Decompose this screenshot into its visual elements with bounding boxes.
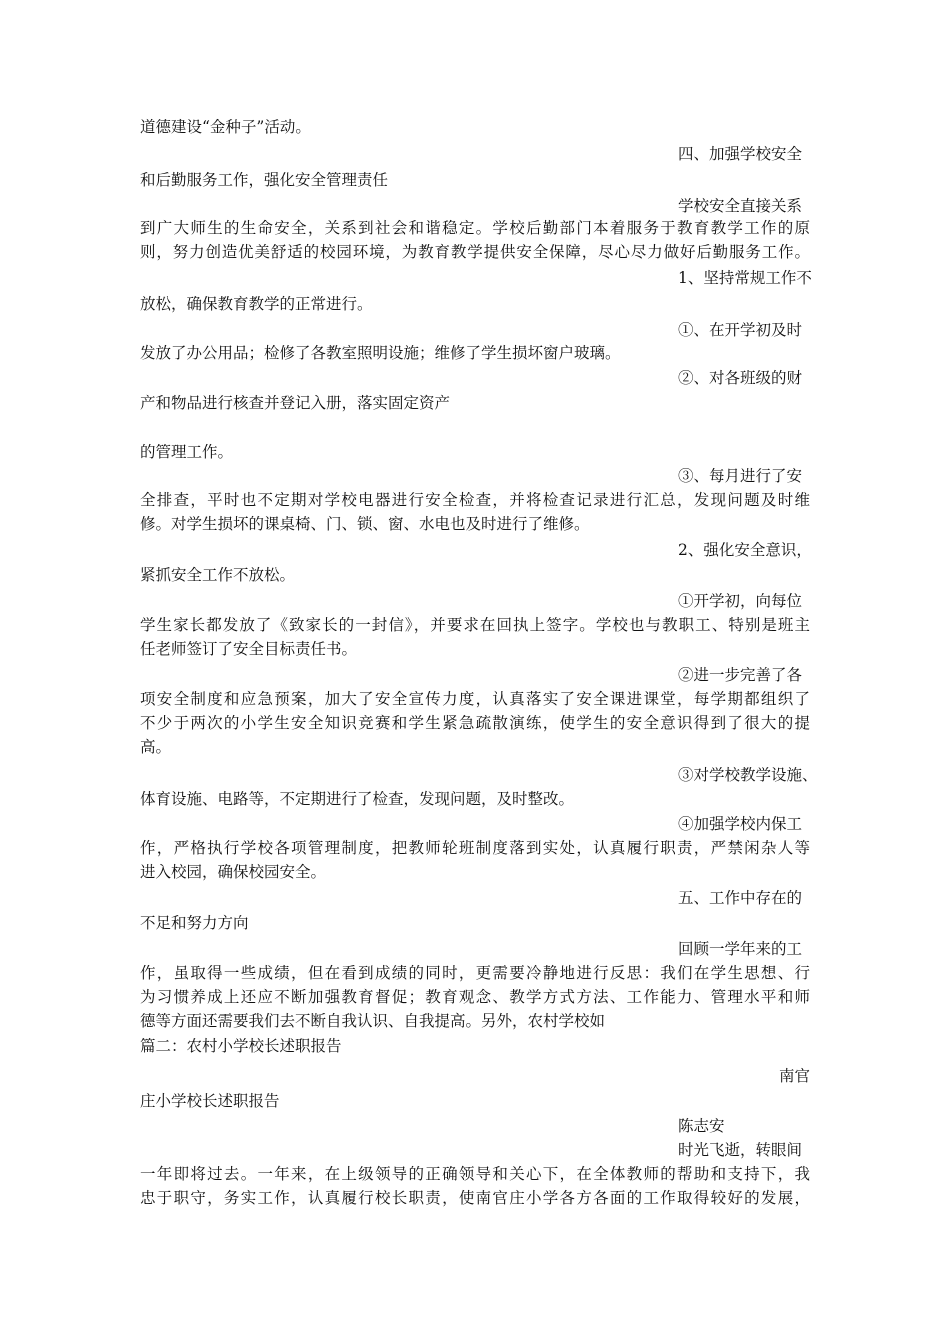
section-heading: 五、工作中存在的 — [678, 889, 803, 907]
text-line: 产和物品进行核查并登记入册，落实固定资产 — [140, 394, 451, 412]
text-line: 回顾一学年来的工 — [678, 940, 803, 958]
author-name: 陈志安 — [678, 1117, 725, 1135]
text-line: 学校安全直接关系 — [678, 197, 803, 215]
text-line: 修。对学生损坏的课桌椅、门、锁、窗、水电也及时进行了维修。 — [140, 515, 590, 533]
text-line: 不少于两次的小学生安全知识竞赛和学生紧急疏散演练，使学生的安全意识得到了很大的提 — [140, 714, 810, 732]
list-item: ②、对各班级的财 — [678, 369, 803, 387]
text-line: 作，虽取得一些成绩，但在看到成绩的同时，更需要冷静地进行反思：我们在学生思想、行 — [140, 964, 810, 982]
list-heading: 2、强化安全意识， — [678, 541, 812, 559]
list-item: ①开学初，向每位 — [678, 592, 803, 610]
list-heading: 1、坚持常规工作不 — [678, 269, 812, 287]
list-item: ④加强学校内保工 — [678, 815, 803, 833]
text-line: 体育设施、电路等，不定期进行了检查，发现问题，及时整改。 — [140, 790, 575, 808]
list-item: ①、在开学初及时 — [678, 321, 803, 339]
text-line: 紧抓安全工作不放松。 — [140, 566, 296, 584]
text-line: 的管理工作。 — [140, 443, 234, 461]
text-line: 任老师签订了安全目标责任书。 — [140, 640, 358, 658]
list-item: ②进一步完善了各 — [678, 666, 803, 684]
text-line: 德等方面还需要我们去不断自我认识、自我提高。另外，农村学校如 — [140, 1012, 606, 1030]
text-line: 时光飞逝，转眼间 — [678, 1141, 803, 1159]
section-heading: 四、加强学校安全 — [678, 145, 803, 163]
text-line: 道德建设“金种子”活动。 — [140, 118, 311, 136]
text-line: 则，努力创造优美舒适的校园环境，为教育教学提供安全保障，尽心尽力做好后勤服务工作。 — [140, 243, 810, 261]
text-line: 高。 — [140, 738, 172, 756]
text-line: 放松，确保教育教学的正常进行。 — [140, 295, 373, 313]
text-line: 作，严格执行学校各项管理制度，把教师轮班制度落到实处，认真履行职责，严禁闲杂人等 — [140, 839, 810, 857]
section-heading-cont: 不足和努力方向 — [140, 914, 249, 932]
text-line: 全排查，平时也不定期对学校电器进行安全检查，并将检查记录进行汇总，发现问题及时维 — [140, 491, 810, 509]
text-line: 为习惯养成上还应不断加强教育督促；教育观念、教学方式方法、工作能力、管理水平和师 — [140, 988, 810, 1006]
section-heading-cont: 和后勤服务工作，强化安全管理责任 — [140, 171, 389, 189]
text-line: 一年即将过去。一年来，在上级领导的正确领导和关心下，在全体教师的帮助和支持下，我 — [140, 1165, 810, 1183]
text-line: 进入校园，确保校园安全。 — [140, 863, 327, 881]
text-line: 忠于职守，务实工作，认真履行校长职责，使南官庄小学各方各面的工作取得较好的发展， — [140, 1189, 810, 1207]
list-item: ③、每月进行了安 — [678, 467, 803, 485]
list-item: ③对学校教学设施、 — [678, 766, 818, 784]
text-line: 项安全制度和应急预案，加大了安全宣传力度，认真落实了安全课进课堂，每学期都组织了 — [140, 690, 810, 708]
chapter-title: 篇二：农村小学校长述职报告 — [140, 1037, 342, 1055]
text-line: 发放了办公用品；检修了各教室照明设施；维修了学生损坏窗户玻璃。 — [140, 344, 621, 362]
report-title-part: 南官 — [778, 1067, 810, 1085]
report-title: 庄小学校长述职报告 — [140, 1092, 280, 1110]
text-line: 到广大师生的生命安全，关系到社会和谐稳定。学校后勤部门本着服务于教育教学工作的原 — [140, 219, 810, 237]
text-line: 学生家长都发放了《致家长的一封信》，并要求在回执上签字。学校也与教职工、特别是班主 — [140, 616, 810, 634]
